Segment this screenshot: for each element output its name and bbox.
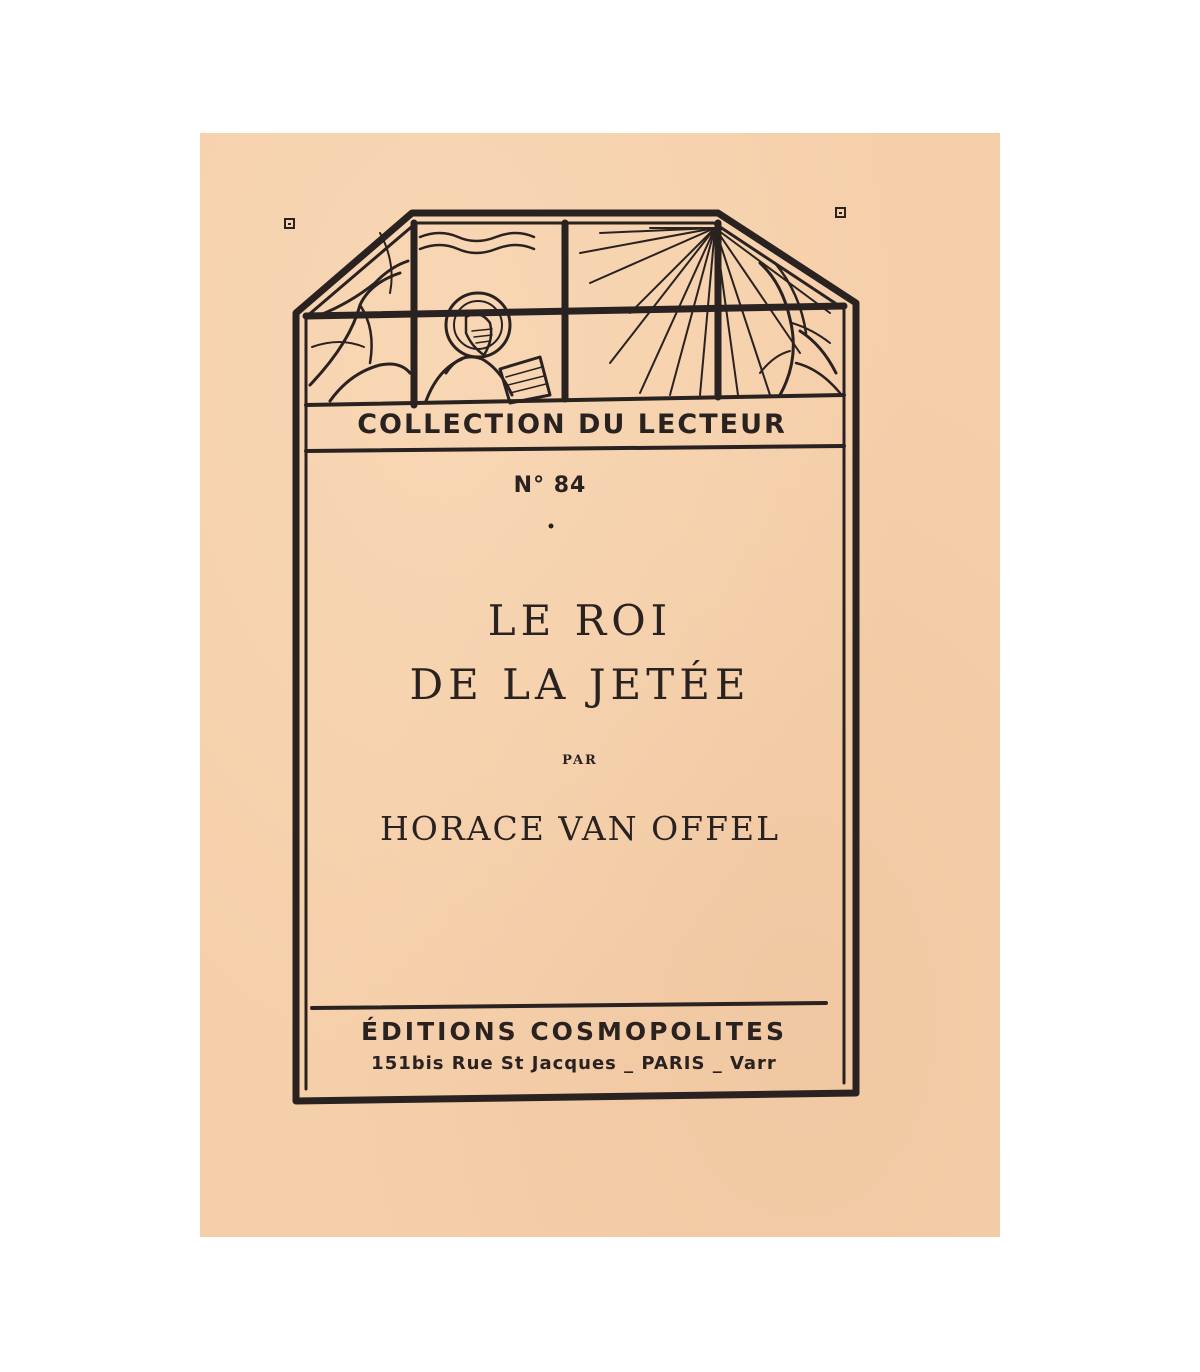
corner-mark-left-icon bbox=[284, 218, 295, 229]
author-name: HORACE VAN OFFEL bbox=[380, 809, 780, 848]
publisher-name: ÉDITIONS COSMOPOLITES bbox=[360, 1017, 788, 1046]
book-title-line-1: LE ROI bbox=[487, 596, 673, 645]
series-number: N° 84 bbox=[513, 473, 587, 498]
by-line: PAR bbox=[562, 753, 598, 768]
corner-mark-right-icon bbox=[835, 207, 846, 218]
book-title-line-2: DE LA JETÉE bbox=[409, 660, 751, 709]
book-cover bbox=[200, 133, 1000, 1237]
series-title: COLLECTION DU LECTEUR bbox=[357, 409, 787, 440]
publisher-address: 151bis Rue St Jacques _ PARIS _ Varr bbox=[371, 1053, 777, 1074]
